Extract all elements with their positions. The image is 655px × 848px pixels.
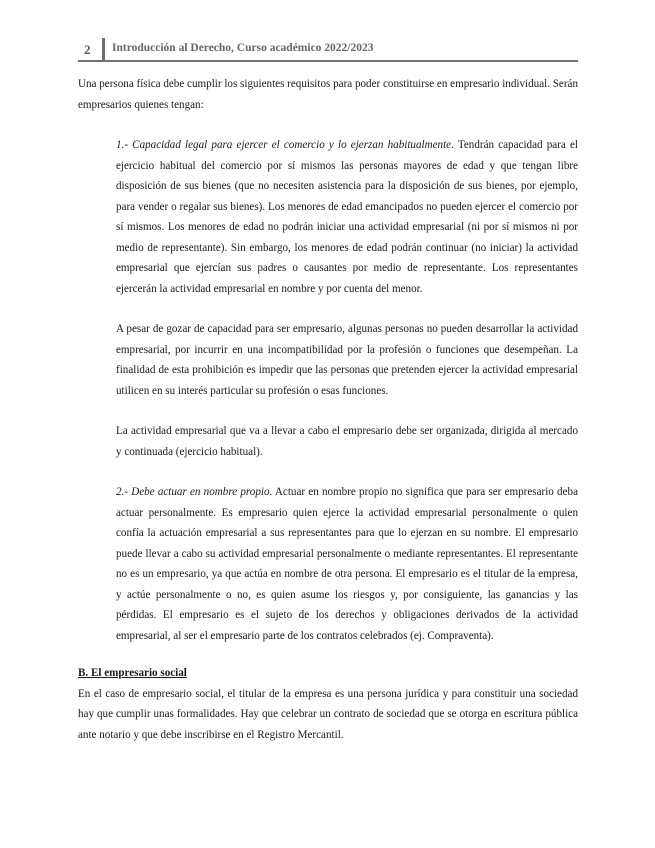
header-title: Introducción al Derecho, Curso académico 2022/2023 xyxy=(112,42,374,54)
document-body xyxy=(78,74,578,745)
requirement-1-paragraph xyxy=(116,135,578,299)
header-divider xyxy=(102,38,105,60)
page-number: 2 xyxy=(84,42,91,57)
requirement-2-body: . Actuar en nombre propio no significa que para ser empresario deba actuar personalmente. Es empresario quien ejerce la actividad empresarial personalmente o quien confía la actuación empresarial a sus representantes para que lo ejerzan en su nombre. El empresario puede llevar a cabo su actividad empresarial personalmente o mediante representantes. El representante no es un empresario, ya que actúa en nombre de otra persona. El empresario es el titular de la empresa, y actúe personalmente o no, es quien asume los riesgos y, por consiguiente, las ganancias y las pérdidas. El empresario es el sujeto de los derechos y obligaciones derivados de la actividad empresarial, al ser el empresario parte de los contratos celebrados (ej. Compraventa). xyxy=(116,486,578,642)
requirement-2-paragraph xyxy=(116,482,578,646)
intro-paragraph: Una persona física debe cumplir los siguientes requisitos para poder constituirse en empresario individual. Serán empresarios quienes tengan: xyxy=(78,78,579,111)
page-header xyxy=(78,38,578,62)
organized-activity-paragraph: La actividad empresarial que va a llevar a cabo el empresario debe ser organizada, dirigida al mercado y continuada (ejercicio habitual). xyxy=(116,425,578,458)
section-b-paragraph: En el caso de empresario social, el titular de la empresa es una persona jurídica y para constituir una sociedad hay que cumplir unas formalidades. Hay que celebrar un contrato de sociedad que se otorga en escritura pública ante notario y que debe inscribirse en el Registro Mercantil. xyxy=(78,687,578,741)
section-b-title: B. El empresario social xyxy=(78,667,187,679)
requirement-1-body: . Tendrán capacidad para el ejercicio habitual del comercio por sí mismos las personas mayores de edad y que tengan libre disposición de sus bienes (que no necesiten asistencia para la disposición de sus bienes, por ejemplo, para vender o regalar sus bienes). Los menores de edad emancipados no pueden ejercer el comercio por sí mismos. Los menores de edad no podrán iniciar una actividad empresarial (ni por sí mismos ni por medio de representante). Sin embargo, los menores de edad podrán continuar (no iniciar) la actividad empresarial que ejercían sus padres o causantes por medio de representante. Los representantes ejercerán la actividad empresarial en nombre y por cuenta del menor. xyxy=(116,139,578,295)
requirement-2-title: 2.- Debe actuar en nombre propio xyxy=(116,486,270,498)
requirement-1-title: 1.- Capacidad legal para ejercer el comercio y lo ejerzan habitualmente xyxy=(116,139,452,151)
incompatibility-paragraph: A pesar de gozar de capacidad para ser empresario, algunas personas no pueden desarrollar la actividad empresarial, por incurrir en una incompatibilidad por la profesión o funciones que desempeñan. La finalidad de esta prohibición es impedir que las personas que pretenden ejercer la actividad empresarial utilicen en su interés particular su profesión o esas funciones. xyxy=(116,323,578,397)
